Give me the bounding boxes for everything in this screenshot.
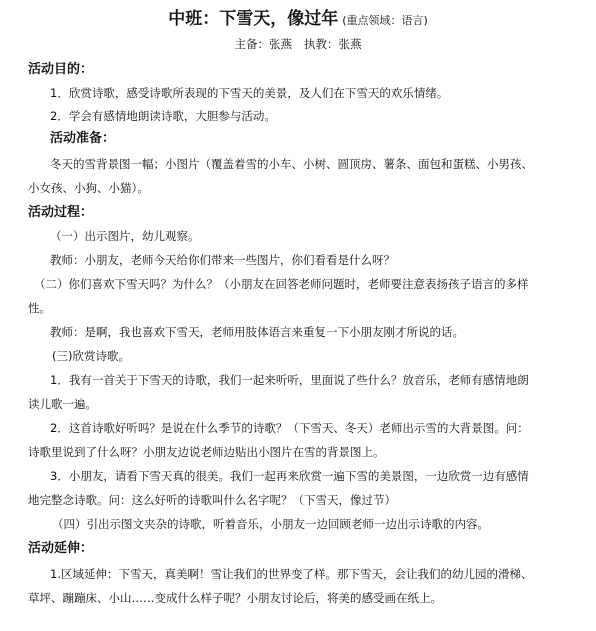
process-text: 性。 <box>28 301 51 315</box>
process-text: 教师：小朋友，老师今天给你们带来一些图片，你们看看是什么呀？ <box>50 253 395 267</box>
process-text: 1．我有一首关于下雪天的诗歌，我们一起来听听，里面说了些什么？放音乐，老师有感情地朗 <box>50 373 529 387</box>
preparation-text-2: 小女孩、小狗、小猫）。 <box>28 181 149 195</box>
section-heading-process: 活动过程： <box>28 205 94 220</box>
process-step-1: （一）出示图片，幼儿观察。 <box>50 229 200 243</box>
process-text: 3．小朋友，请看下雪天真的很美。我们一起再来欣赏一遍下雪的美景图，一边欣赏一边有感情 <box>50 469 529 483</box>
document-title <box>0 8 596 32</box>
extension-text-2: 草坪、蹦蹦床、小山……变成什么样子呢？小朋友讨论后，将美的感受画在纸上。 <box>28 591 442 605</box>
section-heading-extension: 活动延伸： <box>28 541 94 556</box>
process-text: 地完整念诗歌。问：这么好听的诗歌叫什么名字呢？（下雪天，像过节） <box>28 493 396 507</box>
host-author: 主备：张燕 <box>234 37 292 51</box>
process-step-4: （四）引出示图文夹杂的诗歌，听着音乐，小朋友一边回顾老师一边出示诗歌的内容。 <box>52 517 489 531</box>
teaching-author: 执教：张燕 <box>304 37 362 51</box>
process-step-2: （二）你们喜欢下雪天吗？为什么？（小朋友在回答老师问题时，老师要注意表扬孩子语言的多样 <box>34 277 529 291</box>
process-step-3: (三)欣赏诗歌。 <box>52 349 130 363</box>
goal-item-1: 1．欣赏诗歌，感受诗歌所表现的下雪天的美景，及人们在下雪天的欢乐情绪。 <box>50 86 449 100</box>
section-heading-preparation: 活动准备： <box>50 131 116 146</box>
author-line <box>0 36 596 52</box>
process-text: 教师：是啊，我也喜欢下雪天，老师用肢体语言来重复一下小朋友刚才所说的话。 <box>50 325 464 339</box>
section-heading-goal: 活动目的： <box>28 62 94 77</box>
process-text: 2．这首诗歌好听吗？是说在什么季节的诗歌？（下雪天、冬天）老师出示雪的大背景图。问： <box>50 421 529 435</box>
extension-text-1: 1.区域延伸：下雪天，真美啊！雪让我们的世界变了样。那下雪天，会让我们的幼儿园的滑梯、 <box>50 567 533 581</box>
process-text: 诗歌里说到了什么呀？小朋友边说老师边贴出小图片在雪的背景图上。 <box>28 445 385 459</box>
process-text: 读儿歌一遍。 <box>28 397 97 411</box>
title-main: 中班：下雪天，像过年 <box>168 9 339 29</box>
title-subject-area: (重点领域：语言) <box>342 14 428 27</box>
goal-item-2: 2．学会有感情地朗读诗歌，大胆参与活动。 <box>50 109 276 123</box>
preparation-text-1: 冬天的雪背景图一幅；小图片（覆盖着雪的小车、小树、圆顶房、薯条、面包和蛋糕、小男孩、 <box>50 157 533 171</box>
